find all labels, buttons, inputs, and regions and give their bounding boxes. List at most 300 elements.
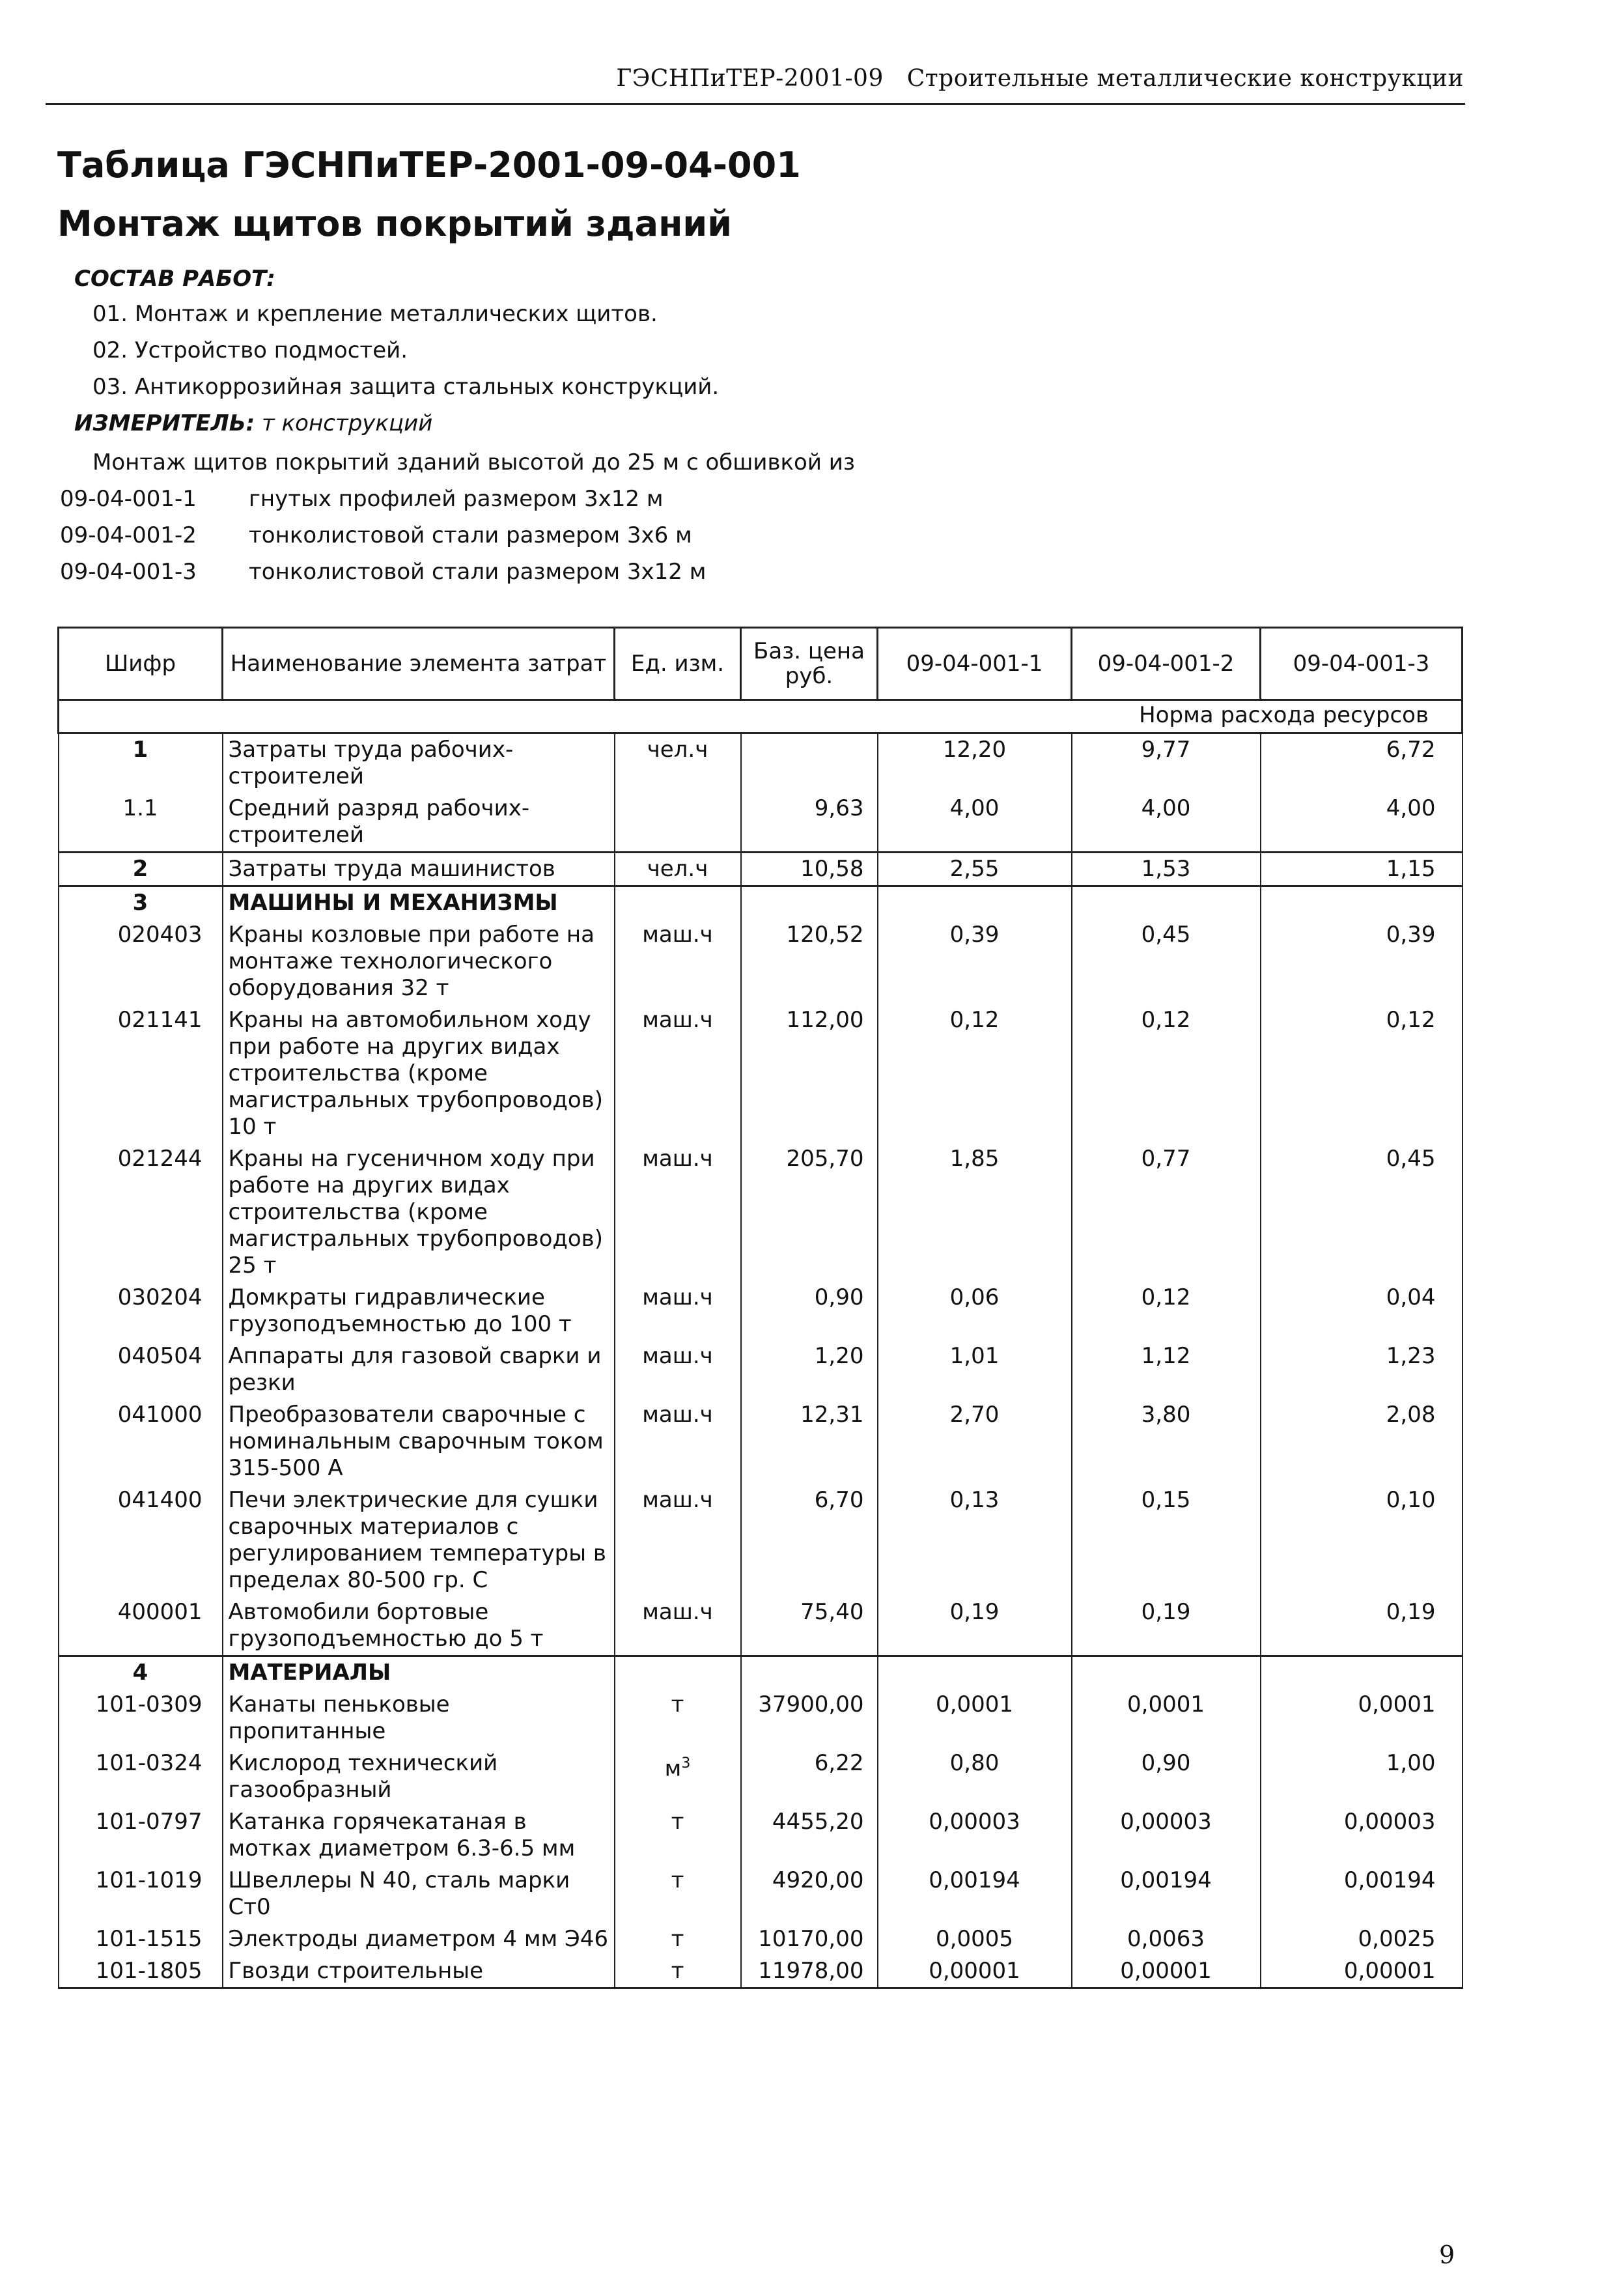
cell-code [59, 1596, 223, 1656]
cell-price [741, 733, 878, 793]
table-row [59, 1399, 1463, 1484]
code-line-text: тонколистовой стали размером 3х6 м [249, 522, 692, 548]
cell-value-1 [878, 853, 1072, 886]
column-header: Наименование элемента затрат [223, 628, 615, 700]
cell-unit-text: т [671, 1809, 684, 1835]
cell-value-1-text: 0,13 [949, 1487, 1000, 1513]
cell-name-text: Автомобили бортовые грузоподъемностью до 5 т [228, 1599, 544, 1652]
code-line-code: 09-04-001-2 [60, 522, 197, 548]
cell-unit-text: т [671, 1958, 684, 1984]
cell-value-2 [1072, 919, 1261, 1004]
table-row [59, 793, 1463, 853]
cell-value-2 [1072, 1340, 1261, 1399]
cell-value-1-text: 0,19 [949, 1599, 1000, 1625]
cell-unit [615, 1340, 741, 1399]
cell-name [223, 1689, 615, 1747]
column-header: 09-04-001-2 [1072, 628, 1261, 700]
cell-value-3 [1261, 853, 1463, 886]
work-item: 03. Антикоррозийная защита стальных конструкций. [92, 374, 720, 400]
cell-value-3-text: 0,19 [1386, 1599, 1436, 1625]
cell-value-3-text: 0,0001 [1358, 1691, 1436, 1717]
table-row [59, 1865, 1463, 1923]
cell-code-text: 3 [132, 890, 148, 916]
cell-name-text: Печи электрические для сушки сварочных материалов с регулированием температуры в пределах 80-500 гр. С [228, 1487, 606, 1593]
cell-price-text: 120,52 [786, 922, 864, 948]
cell-value-3-text: 0,00001 [1343, 1958, 1436, 1984]
cell-value-1-text: 0,80 [949, 1750, 1000, 1776]
cell-value-1-text: 0,12 [949, 1007, 1000, 1033]
cell-name [223, 1399, 615, 1484]
column-header: 09-04-001-1 [878, 628, 1072, 700]
cell-value-1-text: 1,85 [949, 1146, 1000, 1172]
cell-value-3-text: 0,12 [1386, 1007, 1436, 1033]
cell-value-2-text: 0,19 [1141, 1599, 1191, 1625]
cell-unit [615, 1806, 741, 1865]
cell-unit-text: маш.ч [642, 1402, 713, 1428]
cell-value-3 [1261, 1484, 1463, 1596]
cell-price-text: 4455,20 [772, 1809, 864, 1835]
cell-unit [615, 919, 741, 1004]
cell-value-1 [878, 1923, 1072, 1955]
cell-code [59, 919, 223, 1004]
cell-value-2-text: 0,77 [1141, 1146, 1191, 1172]
cell-name [223, 793, 615, 853]
cell-value-3-text: 0,0025 [1358, 1926, 1436, 1952]
cell-value-1 [878, 886, 1072, 920]
cell-code-text: 020403 [117, 922, 203, 948]
cell-unit [615, 1399, 741, 1484]
cell-value-2-text: 0,00001 [1120, 1958, 1212, 1984]
cell-price-text: 9,63 [814, 795, 864, 821]
cell-unit-text: чел.ч [647, 856, 708, 882]
cell-unit [615, 793, 741, 853]
cell-unit [615, 1747, 741, 1806]
cell-code-text: 1 [132, 737, 148, 763]
cell-price-text: 75,40 [800, 1599, 864, 1625]
cell-value-2 [1072, 1143, 1261, 1282]
cell-value-1-text: 0,00194 [929, 1867, 1020, 1893]
cell-value-1 [878, 1689, 1072, 1747]
cell-name [223, 1340, 615, 1399]
cell-price-text: 37900,00 [758, 1691, 864, 1717]
cell-value-3 [1261, 1143, 1463, 1282]
cell-name-text: МАШИНЫ И МЕХАНИЗМЫ [228, 890, 558, 916]
cell-value-2 [1072, 1747, 1261, 1806]
cell-code [59, 1484, 223, 1596]
cell-code-text: 101-0324 [95, 1750, 203, 1776]
cell-value-1 [878, 733, 1072, 793]
norm-label: Норма расхода ресурсов [59, 700, 1463, 733]
cell-name-text: Электроды диаметром 4 мм Э46 [228, 1926, 608, 1952]
cell-value-1 [878, 1656, 1072, 1689]
code-line [60, 522, 692, 548]
cell-price [741, 1923, 878, 1955]
column-header: Шифр [59, 628, 223, 700]
cell-value-1-text: 12,20 [942, 737, 1007, 763]
cell-unit-text: маш.ч [642, 1007, 713, 1033]
cell-value-2-text: 0,15 [1141, 1487, 1191, 1513]
cell-value-2 [1072, 1923, 1261, 1955]
cell-unit [615, 1282, 741, 1340]
code-line-code: 09-04-001-1 [60, 486, 197, 512]
cell-value-2-text: 0,00194 [1120, 1867, 1212, 1893]
cell-code [59, 1004, 223, 1143]
cell-code [59, 1806, 223, 1865]
cell-value-3-text: 1,15 [1386, 856, 1436, 882]
cell-price [741, 1340, 878, 1399]
cell-value-1-text: 2,55 [949, 856, 1000, 882]
cell-code [59, 1689, 223, 1747]
column-header: Баз. цена руб. [741, 628, 878, 700]
cell-unit-text: т [671, 1926, 684, 1952]
cell-price [741, 1747, 878, 1806]
cell-name [223, 1282, 615, 1340]
cell-unit [615, 1865, 741, 1923]
cell-price-text: 4920,00 [772, 1867, 864, 1893]
page-subtitle: Монтаж щитов покрытий зданий [57, 203, 733, 244]
cell-name [223, 1484, 615, 1596]
cell-unit-text: маш.ч [642, 1599, 713, 1625]
cell-value-2 [1072, 1596, 1261, 1656]
cell-unit-text: т [671, 1691, 684, 1717]
cell-value-3-text: 1,00 [1386, 1750, 1436, 1776]
cell-value-1-text: 4,00 [949, 795, 1000, 821]
cell-code [59, 1747, 223, 1806]
cell-value-1-text: 0,00001 [929, 1958, 1020, 1984]
cell-value-1 [878, 1747, 1072, 1806]
cell-unit-text: т [671, 1867, 684, 1893]
measure-value: т конструкций [262, 410, 433, 436]
cell-unit [615, 733, 741, 793]
cell-price [741, 1689, 878, 1747]
cell-value-2 [1072, 1399, 1261, 1484]
cell-name-text: Швеллеры N 40, сталь марки Ст0 [228, 1867, 570, 1920]
cell-value-3 [1261, 1923, 1463, 1955]
cell-price-text: 10170,00 [758, 1926, 864, 1952]
code-line [60, 486, 664, 512]
cell-price-text: 1,20 [814, 1343, 864, 1369]
table-row [59, 1596, 1463, 1656]
unit-superscript: 3 [681, 1755, 691, 1772]
work-composition-label: СОСТАВ РАБОТ: [74, 266, 275, 292]
cell-value-1 [878, 1399, 1072, 1484]
cell-value-1-text: 0,39 [949, 922, 1000, 948]
table-description: Монтаж щитов покрытий зданий высотой до 25 м с обшивкой из [92, 449, 855, 475]
cell-price [741, 919, 878, 1004]
cell-unit-text: чел.ч [647, 737, 708, 763]
code-line-code: 09-04-001-3 [60, 559, 197, 585]
cell-price-text: 10,58 [800, 856, 864, 882]
table-row [59, 1689, 1463, 1747]
cell-value-3-text: 0,39 [1386, 922, 1436, 948]
cell-price-text: 0,90 [814, 1284, 864, 1310]
cell-value-3 [1261, 1399, 1463, 1484]
cell-value-3 [1261, 1340, 1463, 1399]
cell-value-1-text: 0,00003 [929, 1809, 1020, 1835]
cell-price [741, 1282, 878, 1340]
cell-code-text: 1.1 [122, 795, 158, 821]
cell-name [223, 919, 615, 1004]
work-item: 02. Устройство подмостей. [92, 337, 408, 363]
table-row [59, 1340, 1463, 1399]
table-row [59, 1143, 1463, 1282]
cell-code-text: 101-1805 [95, 1958, 203, 1984]
cell-name [223, 1596, 615, 1656]
cell-name-text: Гвозди строительные [228, 1958, 484, 1984]
cell-value-3 [1261, 919, 1463, 1004]
cell-name [223, 733, 615, 793]
cell-value-2 [1072, 1865, 1261, 1923]
cell-code [59, 1865, 223, 1923]
cell-name-text: Преобразователи сварочные с номинальным сварочным током 315-500 А [228, 1402, 604, 1481]
cell-name-text: Кислород технический газообразный [228, 1750, 498, 1803]
cell-value-1 [878, 1143, 1072, 1282]
cell-value-2-text: 1,53 [1141, 856, 1191, 882]
cell-value-3-text: 0,04 [1386, 1284, 1436, 1310]
cell-value-1 [878, 1806, 1072, 1865]
cell-name [223, 1004, 615, 1143]
cell-code-text: 041000 [117, 1402, 203, 1428]
cell-name-text: Затраты труда машинистов [228, 856, 555, 882]
cell-value-1-text: 0,0005 [936, 1926, 1013, 1952]
cell-price-text: 11978,00 [758, 1958, 864, 1984]
cell-value-2 [1072, 1806, 1261, 1865]
cell-value-2 [1072, 1282, 1261, 1340]
cell-value-3-text: 0,00003 [1343, 1809, 1436, 1835]
cell-price [741, 853, 878, 886]
cell-value-3 [1261, 1865, 1463, 1923]
cell-value-1-text: 2,70 [949, 1402, 1000, 1428]
norm-row [59, 700, 1463, 733]
cell-code-text: 101-0309 [95, 1691, 203, 1717]
cell-price [741, 1596, 878, 1656]
table-row [59, 1282, 1463, 1340]
cell-name-text: Краны козловые при работе на монтаже технологического оборудования 32 т [228, 922, 595, 1001]
cell-name [223, 1955, 615, 1988]
table-row [59, 1806, 1463, 1865]
cell-code [59, 1340, 223, 1399]
cell-price [741, 1865, 878, 1923]
code-line-text: гнутых профилей размером 3х12 м [249, 486, 664, 512]
cell-value-2-text: 0,0063 [1127, 1926, 1205, 1952]
cell-unit-text: м [664, 1755, 682, 1782]
cell-unit [615, 1689, 741, 1747]
cell-value-3 [1261, 793, 1463, 853]
cell-price [741, 1004, 878, 1143]
cell-unit-text: маш.ч [642, 1487, 713, 1513]
cell-code [59, 733, 223, 793]
cell-value-3 [1261, 1955, 1463, 1988]
cell-price-text: 6,70 [814, 1487, 864, 1513]
cell-value-2-text: 4,00 [1141, 795, 1191, 821]
cell-value-1 [878, 1484, 1072, 1596]
cell-unit [615, 1004, 741, 1143]
cell-value-3-text: 2,08 [1386, 1402, 1436, 1428]
cell-code-text: 4 [132, 1660, 148, 1686]
cell-value-3-text: 0,10 [1386, 1487, 1436, 1513]
cell-price [741, 1143, 878, 1282]
header-doc-code: ГЭСНПиТЕР-2001-09 [616, 65, 884, 92]
cell-name-text: Затраты труда рабочих-строителей [228, 737, 514, 789]
cell-value-3 [1261, 733, 1463, 793]
cell-value-3 [1261, 1689, 1463, 1747]
column-header: 09-04-001-3 [1261, 628, 1463, 700]
cell-code [59, 853, 223, 886]
cell-value-3-text: 4,00 [1386, 795, 1436, 821]
table-row [59, 1955, 1463, 1988]
cell-value-2 [1072, 1484, 1261, 1596]
cell-value-2 [1072, 793, 1261, 853]
header-doc-title: Строительные металлические конструкции [906, 65, 1464, 92]
cell-name [223, 1923, 615, 1955]
cell-code-text: 101-0797 [95, 1809, 203, 1835]
cell-unit [615, 1596, 741, 1656]
cell-unit-text: маш.ч [642, 922, 713, 948]
cell-value-1-text: 0,0001 [936, 1691, 1013, 1717]
cell-value-2-text: 0,12 [1141, 1284, 1191, 1310]
cell-name-text: Краны на гусеничном ходу при работе на других видах строительства (кроме магистральных трубопроводов) 25 т [228, 1146, 603, 1279]
cell-price-text: 205,70 [786, 1146, 864, 1172]
cell-price [741, 1484, 878, 1596]
cell-price [741, 1806, 878, 1865]
cell-value-1 [878, 1955, 1072, 1988]
cell-code-text: 030204 [117, 1284, 203, 1310]
table-row [59, 1747, 1463, 1806]
cell-price-text: 112,00 [786, 1007, 864, 1033]
table-header-row [59, 628, 1463, 700]
cell-value-3 [1261, 1282, 1463, 1340]
cell-value-2-text: 0,00003 [1120, 1809, 1212, 1835]
cell-value-1 [878, 1340, 1072, 1399]
cell-price [741, 1656, 878, 1689]
cell-value-2 [1072, 733, 1261, 793]
cell-value-1 [878, 1596, 1072, 1656]
cell-value-2-text: 1,12 [1141, 1343, 1191, 1369]
cell-value-2-text: 0,45 [1141, 922, 1191, 948]
cell-name [223, 886, 615, 920]
cell-name [223, 1806, 615, 1865]
cell-value-2-text: 9,77 [1141, 737, 1191, 763]
cell-price-text: 12,31 [800, 1402, 864, 1428]
cell-value-2-text: 0,0001 [1127, 1691, 1205, 1717]
cell-value-1 [878, 919, 1072, 1004]
cell-code-text: 040504 [117, 1343, 203, 1369]
measure-line [74, 410, 432, 436]
cell-value-2 [1072, 1689, 1261, 1747]
cell-name-text: МАТЕРИАЛЫ [228, 1660, 391, 1686]
cell-name [223, 1865, 615, 1923]
cell-name-text: Катанка горячекатаная в мотках диаметром 6.3-6.5 мм [228, 1809, 576, 1861]
cell-code [59, 1282, 223, 1340]
cell-value-3 [1261, 1004, 1463, 1143]
cell-value-3 [1261, 1596, 1463, 1656]
resource-table [57, 627, 1463, 1989]
cell-code [59, 1399, 223, 1484]
cell-value-3-text: 0,00194 [1343, 1867, 1436, 1893]
table-row [59, 1656, 1463, 1689]
header-rule [46, 103, 1465, 105]
cell-unit [615, 1143, 741, 1282]
running-header [51, 65, 1464, 92]
cell-code-text: 021141 [117, 1007, 203, 1033]
cell-value-1-text: 1,01 [949, 1343, 1000, 1369]
cell-name-text: Канаты пеньковые пропитанные [228, 1691, 450, 1744]
cell-name-text: Средний разряд рабочих-строителей [228, 795, 530, 848]
cell-value-2 [1072, 886, 1261, 920]
cell-code [59, 886, 223, 920]
cell-value-3 [1261, 1806, 1463, 1865]
cell-code-text: 2 [132, 856, 148, 882]
cell-value-2-text: 0,12 [1141, 1007, 1191, 1033]
page-title: Таблица ГЭСНПиТЕР-2001-09-04-001 [57, 145, 801, 186]
cell-value-3 [1261, 1747, 1463, 1806]
cell-code-text: 101-1019 [95, 1867, 203, 1893]
cell-unit [615, 1656, 741, 1689]
cell-value-1-text: 0,06 [949, 1284, 1000, 1310]
cell-value-2 [1072, 1955, 1261, 1988]
cell-name-text: Домкраты гидравлические грузоподъемностью до 100 т [228, 1284, 572, 1337]
cell-value-2 [1072, 853, 1261, 886]
cell-code [59, 1143, 223, 1282]
cell-value-1 [878, 1004, 1072, 1143]
cell-code-text: 041400 [117, 1487, 203, 1513]
cell-value-3-text: 1,23 [1386, 1343, 1436, 1369]
cell-unit [615, 853, 741, 886]
cell-unit [615, 1484, 741, 1596]
cell-code-text: 101-1515 [95, 1926, 203, 1952]
column-header: Ед. изм. [615, 628, 741, 700]
cell-price [741, 1399, 878, 1484]
cell-value-1 [878, 1282, 1072, 1340]
cell-unit [615, 1955, 741, 1988]
measure-label: ИЗМЕРИТЕЛЬ: [74, 410, 255, 436]
work-item: 01. Монтаж и крепление металлических щитов. [92, 301, 658, 327]
cell-value-3-text: 6,72 [1386, 737, 1436, 763]
cell-value-1 [878, 793, 1072, 853]
cell-code [59, 793, 223, 853]
cell-value-2-text: 0,90 [1141, 1750, 1191, 1776]
cell-name [223, 853, 615, 886]
cell-unit [615, 886, 741, 920]
cell-code [59, 1955, 223, 1988]
cell-value-2-text: 3,80 [1141, 1402, 1191, 1428]
cell-name [223, 1143, 615, 1282]
table-row [59, 1004, 1463, 1143]
cell-code-text: 021244 [117, 1146, 203, 1172]
page-number: 9 [1439, 2241, 1455, 2269]
cell-price [741, 793, 878, 853]
cell-price [741, 886, 878, 920]
cell-unit-text: маш.ч [642, 1284, 713, 1310]
table-row [59, 733, 1463, 793]
table-row [59, 919, 1463, 1004]
cell-name-text: Аппараты для газовой сварки и резки [228, 1343, 602, 1396]
cell-value-2 [1072, 1004, 1261, 1143]
cell-unit-text: маш.ч [642, 1343, 713, 1369]
cell-value-1 [878, 1865, 1072, 1923]
table-row [59, 1923, 1463, 1955]
code-line [60, 559, 706, 585]
cell-name-text: Краны на автомобильном ходу при работе на других видах строительства (кроме магистральных трубопроводов) 10 т [228, 1007, 603, 1140]
cell-name [223, 1747, 615, 1806]
cell-price [741, 1955, 878, 1988]
table-row [59, 886, 1463, 920]
cell-value-3 [1261, 1656, 1463, 1689]
cell-value-3-text: 0,45 [1386, 1146, 1436, 1172]
table-row [59, 1484, 1463, 1596]
cell-code [59, 1923, 223, 1955]
cell-value-2 [1072, 1656, 1261, 1689]
